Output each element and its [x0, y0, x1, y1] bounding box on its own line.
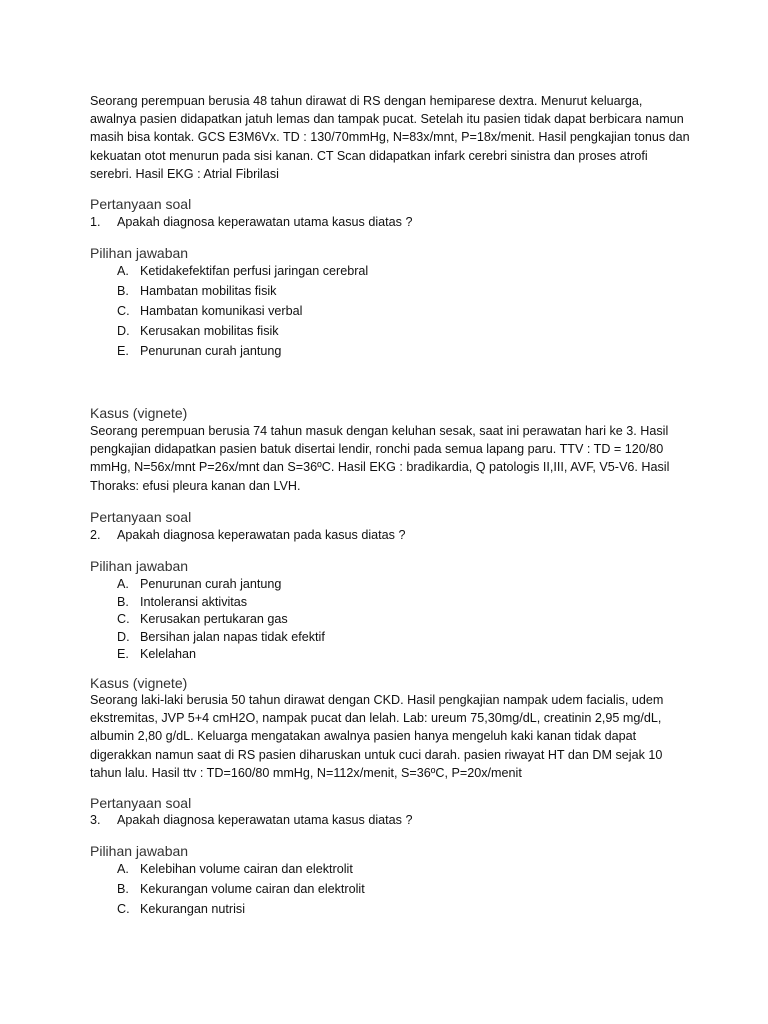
case3-option-b: B. Kekurangan volume cairan dan elektrolit: [117, 882, 365, 896]
case2-option-d: D. Bersihan jalan napas tidak efektif: [117, 629, 325, 644]
case1-option-b: B. Hambatan mobilitas fisik: [117, 284, 277, 298]
case1-question-number: 1.: [90, 215, 101, 229]
case1-option-a: A. Ketidakefektifan perfusi jaringan cerebral: [117, 264, 369, 278]
case2-question: [90, 526, 405, 544]
case2-option-a: A. Penurunan curah jantung: [117, 577, 282, 591]
case1-vignette: Seorang perempuan berusia 48 tahun dirawat di RS dengan hemiparese dextra. Menurut keluarga, awalnya pasien didapatkan jatuh lemas dan tampak pucat. Setelah itu pasien tidak dapat berbicara namun masih bisa kontak. GCS E3M6Vx. TD : 130/70mmHg, N=83x/mnt, P=18x/menit. Hasil pengkajian tonus dan kekuatan otot menurun pada sisi kanan. CT Scan didapatkan infark cerebri sinistra dan proses atrofi serebri. Hasil EKG : Atrial Fibrilasi: [90, 94, 690, 181]
case1-options: [117, 262, 368, 362]
case2-option-c: C. Kerusakan pertukaran gas: [117, 612, 288, 626]
case1-question: [90, 213, 412, 231]
case1-option-c: C. Hambatan komunikasi verbal: [117, 304, 303, 318]
case3-question-heading: Pertanyaan soal: [90, 795, 192, 811]
case3-option-c: C. Kekurangan nutrisi: [117, 902, 246, 916]
case3-question-text: Apakah diagnosa keperawatan utama kasus diatas ?: [117, 813, 413, 827]
case1-question-heading: Pertanyaan soal: [90, 196, 192, 212]
case3-question-number: 3.: [90, 813, 101, 827]
case1-question-text: Apakah diagnosa keperawatan utama kasus diatas ?: [117, 215, 413, 229]
case3-option-a: A. Kelebihan volume cairan dan elektrolit: [117, 862, 353, 876]
case1-answers-heading: Pilihan jawaban: [90, 245, 189, 261]
case2-option-e: E. Kelelahan: [117, 647, 197, 661]
case2-question-heading: Pertanyaan soal: [90, 509, 192, 525]
case3-answers-heading: Pilihan jawaban: [90, 843, 189, 859]
case2-options: [117, 575, 325, 663]
case2-answers-heading: Pilihan jawaban: [90, 558, 189, 574]
case2-question-text: Apakah diagnosa keperawatan pada kasus diatas ?: [117, 528, 406, 542]
case3-question: [90, 811, 412, 829]
case2-heading: Kasus (vignete): [90, 405, 188, 421]
case1-option-d: D. Kerusakan mobilitas fisik: [117, 324, 279, 338]
case2-option-b: B. Intoleransi aktivitas: [117, 594, 248, 609]
case2-vignette: Seorang perempuan berusia 74 tahun masuk dengan keluhan sesak, saat ini perawatan hari ke 3. Hasil pengkajian didapatkan pasien batuk disertai lendir, ronchi pada semua lapang paru. TTV : TD = 120/80 mmHg, N=56x/mnt P=26x/mnt dan S=36ºC. Hasil EKG : bradikardia, Q patologis II,III, AVF, V5-V6. Hasil Thoraks: efusi pleura kanan dan LVH.: [90, 424, 670, 493]
case3-options: [117, 860, 365, 920]
case2-question-number: 2.: [90, 528, 101, 542]
case3-heading: Kasus (vignete): [90, 675, 188, 691]
case1-option-e: E. Penurunan curah jantung: [117, 344, 282, 358]
case3-vignette: Seorang laki-laki berusia 50 tahun dirawat dengan CKD. Hasil pengkajian nampak udem facialis, udem ekstremitas, JVP 5+4 cmH2O, nampak pucat dan lelah. Lab: ureum 75,30mg/dL, creatinin 2,95 mg/dL, albumin 2,80 g/dL. Keluarga mengatakan awalnya pasien hanya mengeluh kaki kanan tidak dapat digerakkan namun saat di RS pasien diharuskan untuk cuci darah. pasien riwayat HT dan DM sejak 10 tahun lalu. Hasil ttv : TD=160/80 mmHg, N=112x/menit, S=36ºC, P=20x/menit: [90, 693, 664, 780]
